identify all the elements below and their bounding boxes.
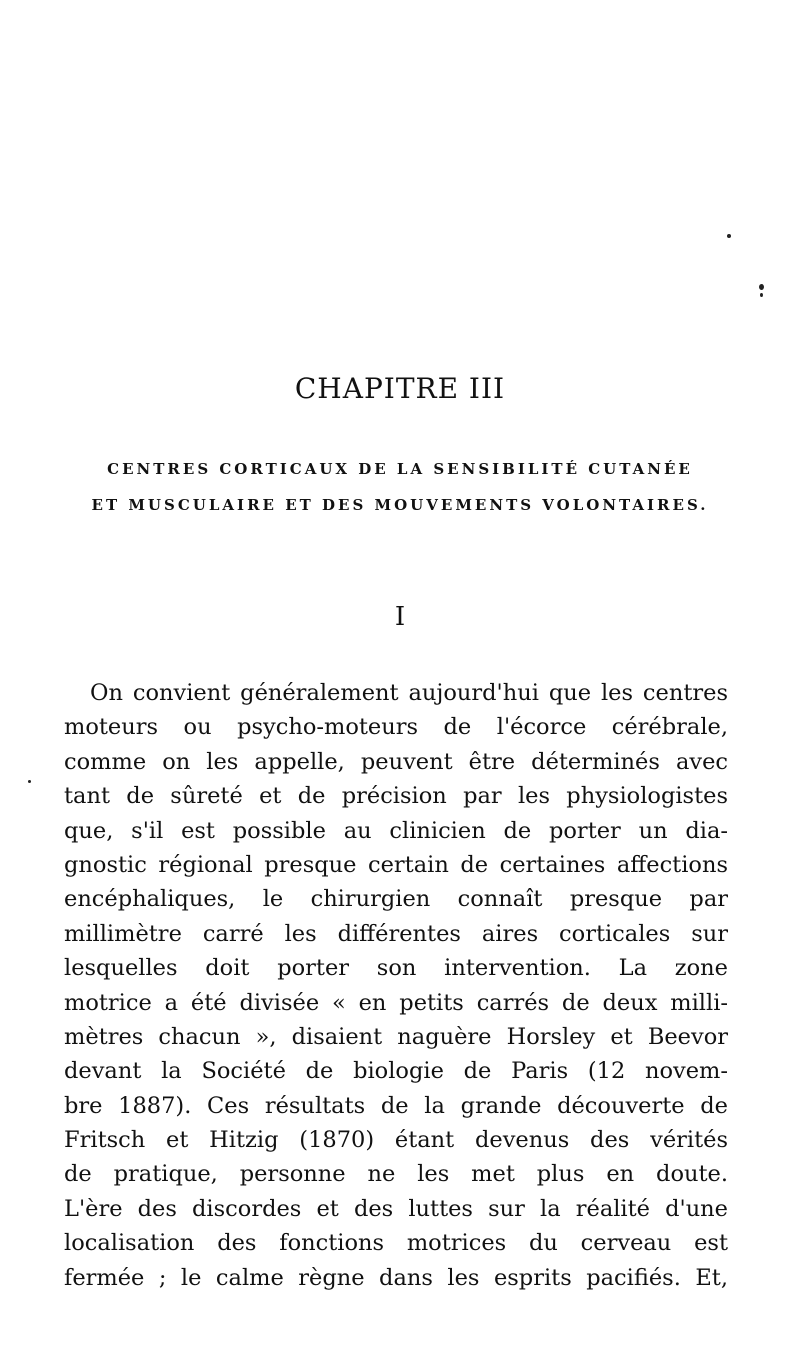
print-speck	[28, 780, 31, 783]
body-paragraph	[64, 676, 728, 1295]
body-line: bre 1887). Ces résultats de la grande découverte de	[64, 1092, 728, 1119]
chapter-subtitle-line-1: CENTRES CORTICAUX DE LA SENSIBILITÉ CUTANÉE	[107, 460, 693, 478]
print-speck	[760, 293, 763, 297]
body-line: L'ère des discordes et des luttes sur la réalité d'une	[64, 1195, 728, 1222]
body-line: que, s'il est possible au clinicien de porter un dia-	[64, 817, 728, 844]
body-line: fermée ; le calme règne dans les esprits pacifiés. Et,	[64, 1264, 728, 1291]
body-line: localisation des fonctions motrices du cerveau est	[64, 1230, 728, 1257]
print-speck	[727, 234, 731, 238]
section-number: I	[394, 602, 406, 632]
print-speck	[759, 284, 764, 290]
body-line: moteurs ou psycho-moteurs de l'écorce cérébrale,	[64, 714, 728, 741]
body-line: mètres chacun », disaient naguère Horsley et Beevor	[64, 1023, 728, 1050]
body-line: motrice a été divisée « en petits carrés de deux milli-	[64, 989, 728, 1016]
chapter-subtitle-line-2: ET MUSCULAIRE ET DES MOUVEMENTS VOLONTAIRES.	[91, 496, 709, 514]
body-line: comme on les appelle, peuvent être déterminés avec	[64, 748, 728, 775]
body-line: lesquelles doit porter son intervention. La zone	[64, 955, 728, 982]
chapter-title: CHAPITRE III	[294, 372, 506, 405]
body-line: millimètre carré les différentes aires corticales sur	[64, 920, 728, 947]
body-line: gnostic régional presque certain de certaines affections	[64, 851, 728, 878]
body-line: On convient généralement aujourd'hui que les centres	[90, 680, 728, 706]
body-line: encéphaliques, le chirurgien connaît presque par	[64, 886, 728, 913]
body-line: Fritsch et Hitzig (1870) étant devenus des vérités	[64, 1127, 728, 1154]
body-line: tant de sûreté et de précision par les physiologistes	[64, 783, 728, 810]
body-line: devant la Société de biologie de Paris (12 novem-	[64, 1058, 728, 1085]
body-line: de pratique, personne ne les met plus en doute.	[64, 1161, 728, 1188]
